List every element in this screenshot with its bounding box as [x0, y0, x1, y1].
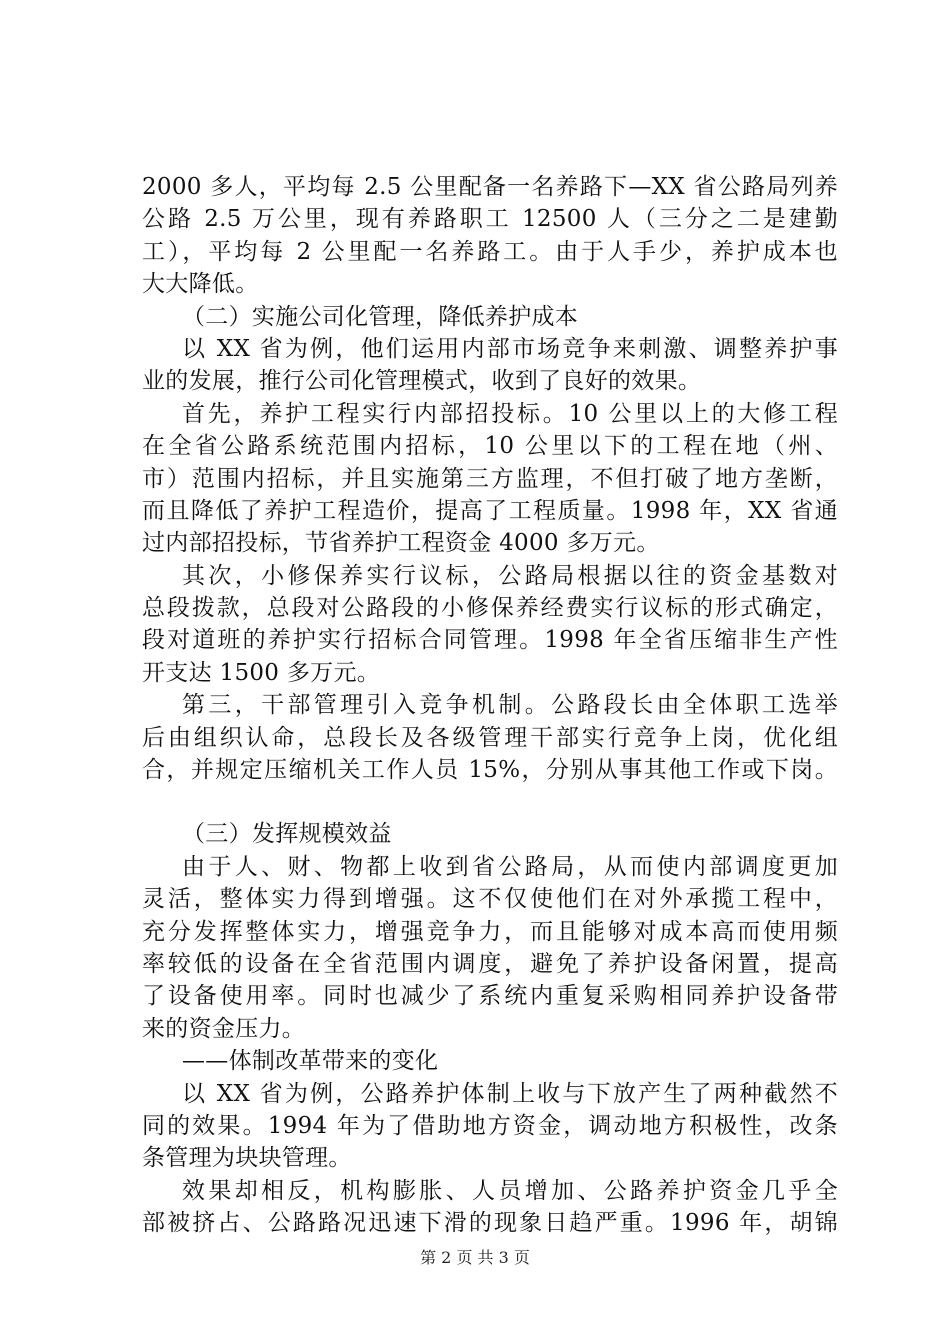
text-line: 第三，干部管理引入竞争机制。公路段长由全体职工选举 — [182, 692, 838, 719]
text-line: 而且降低了养护工程造价，提高了工程质量。1998 年，XX 省通 — [142, 497, 838, 524]
paragraph-gap — [142, 786, 838, 818]
section-heading: （二）实施公司化管理，降低养护成本 — [182, 303, 579, 330]
text-line: 2000 多人，平均每 2.5 公里配备一名养路下—XX 省公路局列养 — [142, 174, 838, 200]
text-line: 以 XX 省为例，公路养护体制上收与下放产生了两种截然不 — [182, 1080, 838, 1107]
text-line: 条管理为块块管理。 — [142, 1145, 352, 1172]
section-heading: ——体制改革带来的变化 — [182, 1048, 439, 1075]
text-line: 以 XX 省为例，他们运用内部市场竞争来刺激、调整养护事 — [182, 335, 838, 362]
document-body — [142, 171, 838, 1240]
text-line: 首先，养护工程实行内部招投标。10 公里以上的大修工程 — [182, 400, 838, 427]
text-line: 来的资金压力。 — [142, 1015, 306, 1042]
text-line: 合，并规定压缩机关工作人员 15%，分别从事其他工作或下岗。 — [142, 757, 838, 784]
text-line: 后由组织认命，总段长及各级管理干部实行竞争上岗，优化组 — [142, 724, 838, 751]
text-line: 工），平均每 2 公里配一名养路工。由于人手少，养护成本也 — [142, 238, 838, 265]
text-line: 灵活，整体实力得到增强。这不仅使他们在对外承揽工程中， — [142, 886, 838, 913]
text-line: 效果却相反，机构膨胀、人员增加、公路养护资金几乎全 — [182, 1177, 838, 1204]
text-line: 率较低的设备在全省范围内调度，避免了养护设备闲置，提高 — [142, 950, 838, 977]
text-line: 充分发挥整体实力，增强竞争力，而且能够对成本高而使用频 — [142, 918, 838, 945]
section-heading: （三）发挥规模效益 — [182, 821, 392, 848]
page-footer: 第 2 页 共 3 页 — [420, 1248, 530, 1267]
text-line: 其次，小修保养实行议标，公路局根据以往的资金基数对 — [182, 562, 838, 589]
text-line: 段对道班的养护实行招标合同管理。1998 年全省压缩非生产性 — [142, 627, 838, 654]
text-line: 大大降低。 — [142, 271, 259, 298]
text-line: 业的发展，推行公司化管理模式，收到了良好的效果。 — [142, 368, 702, 395]
text-line: 开支达 1500 多万元。 — [142, 659, 381, 686]
text-line: 公路 2.5 万公里，现有养路职工 12500 人（三分之二是建勤 — [142, 206, 838, 233]
text-line: 总段拨款，总段对公路段的小修保养经费实行议标的形式确定， — [142, 595, 838, 622]
text-line: 部被挤占、公路路况迅速下滑的现象日趋严重。1996 年，胡锦 — [142, 1210, 838, 1237]
text-line: 由于人、财、物都上收到省公路局，从而使内部调度更加 — [182, 853, 838, 880]
text-line: 了设备使用率。同时也减少了系统内重复采购相同养护设备带 — [142, 983, 838, 1010]
text-line: 过内部招投标，节省养护工程资金 4000 多万元。 — [142, 530, 660, 557]
text-line: 同的效果。1994 年为了借助地方资金，调动地方积极性，改条 — [142, 1112, 838, 1139]
text-line: 市）范围内招标，并且实施第三方监理，不但打破了地方垄断， — [142, 465, 838, 492]
text-line: 在全省公路系统范围内招标，10 公里以下的工程在地（州、 — [142, 433, 838, 460]
